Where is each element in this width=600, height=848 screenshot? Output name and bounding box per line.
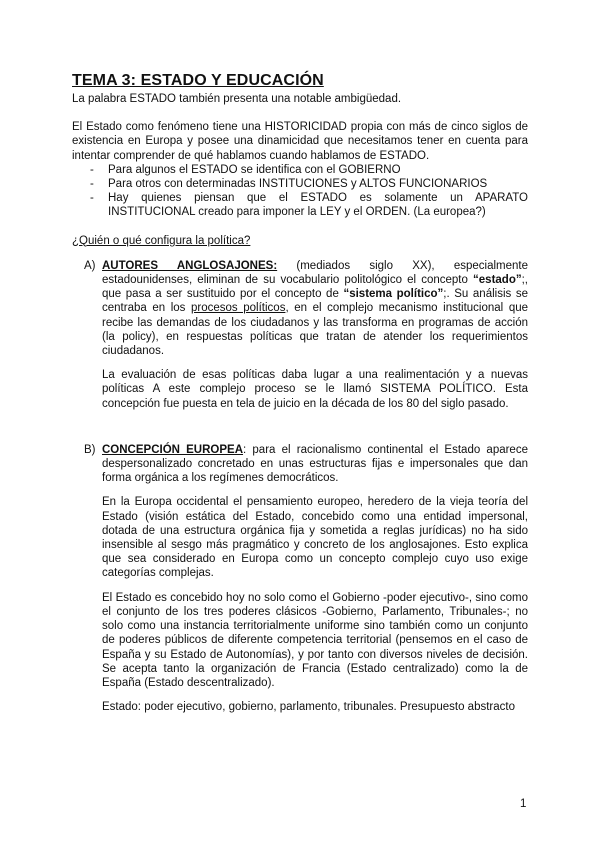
list-item xyxy=(72,177,528,191)
list-item-text: Para otros con determinadas INSTITUCIONES y ALTOS FUNCIONARIOS xyxy=(108,178,488,191)
list-item xyxy=(72,163,528,177)
section-a-paragraph-2: La evaluación de esas políticas daba lugar a una realimentación y a nuevas políticas A este complejo proceso se le llamó SISTEMA POLÍTICO. Esta concepción fue puesta en tela de juicio en la década de los 80 del siglo pasado. xyxy=(102,369,528,410)
section-b-heading: CONCEPCIÓN EUROPEA xyxy=(102,443,244,456)
section-b-paragraph-3: El Estado es concebido hoy no solo como el Gobierno -poder ejecutivo-, sino como el conjunto de los tres poderes clásicos -Gobierno, Parlamento, Tribunales-; no solo como una instancia territorialmente uniforme sino también como un conjunto de poderes públicos de diferente competencia territorial (pensemos en el caso de España y su Estado de Autonomías), y por tanto con diversos niveles de decisión. Se acepta tanto la organización de Francia (Estado centralizado) como la de España (Estado descentralizado). xyxy=(102,591,528,689)
section-b xyxy=(72,443,528,714)
section-a xyxy=(72,259,528,411)
section-b-paragraph-2: En la Europa occidental el pensamiento europeo, heredero de la vieja teoría del Estado (visión estática del Estado, concebido como una entidad impersonal, dotada de una estructura orgánica fija y sometida a reglas jurídicas) no ha sido insensible al sesgo más pragmático y concreto de los anglosajones. Esto explica que sea considerado en Europa como un concepto complejo cuyo uso exige categorías complejas. xyxy=(102,496,528,580)
term-procesos-politicos: procesos políticos xyxy=(191,302,286,315)
list-item xyxy=(72,191,528,219)
list-item-text: Para algunos el ESTADO se identifica con el GOBIERNO xyxy=(108,163,401,176)
section-b-marker: B) xyxy=(84,443,96,456)
intro-paragraph-1: La palabra ESTADO también presenta una notable ambigüedad. xyxy=(72,93,402,105)
text-run: : para el racionalismo continental el Estado aparece despersonalizado concretado en unas estructuras fijas e impersonales que dan forma orgánica a los regímenes democráticos. xyxy=(102,443,528,485)
section-question: ¿Quién o qué configura la política? xyxy=(72,234,251,247)
document-page xyxy=(72,72,528,714)
page-title: TEMA 3: ESTADO Y EDUCACIÓN xyxy=(72,72,324,89)
bullet-dash: - xyxy=(90,192,94,205)
section-a-heading: AUTORES ANGLOSAJONES: xyxy=(102,259,278,272)
intro-paragraph-2: El Estado como fenómeno tiene una HISTORICIDAD propia con más de cinco siglos de existencia en Europa y posee una dinamicidad que necesitamos tener en cuenta para intentar comprender de qué hablamos cuando hablamos de ESTADO. xyxy=(72,121,528,162)
text-run: ;. Su análisis se centraba en los xyxy=(102,288,528,315)
section-a-marker: A) xyxy=(84,259,96,272)
section-b-paragraph-4: Estado: poder ejecutivo, gobierno, parlamento, tribunales. Presupuesto abstracto xyxy=(102,701,515,714)
bullet-dash: - xyxy=(90,178,94,191)
section-a-paragraph-1 xyxy=(102,259,528,358)
term-sistema-politico: “sistema político” xyxy=(343,288,444,301)
term-estado: “estado” xyxy=(473,274,522,287)
text-run: ;, que pasa a ser sustituido por el concepto de xyxy=(102,274,528,301)
list-item-text: Hay quienes piensan que el ESTADO es solamente un APARATO INSTITUCIONAL creado para imponer la LEY y el ORDEN. (La europea?) xyxy=(108,192,528,219)
page-number: 1 xyxy=(520,798,527,810)
text-run: (mediados siglo XX), especialmente estadounidenses, eliminan de su vocabulario politológico el concepto xyxy=(102,259,528,287)
bullet-dash: - xyxy=(90,163,94,176)
text-run: , en el complejo mecanismo institucional que recibe las demandas de los ciudadanos y las transforma en programas de acción (la policy), en respuestas políticas que tratan de atender los requerimientos ciudadanos. xyxy=(102,302,528,358)
section-b-paragraph-1 xyxy=(102,443,528,486)
bullet-list xyxy=(72,163,528,220)
